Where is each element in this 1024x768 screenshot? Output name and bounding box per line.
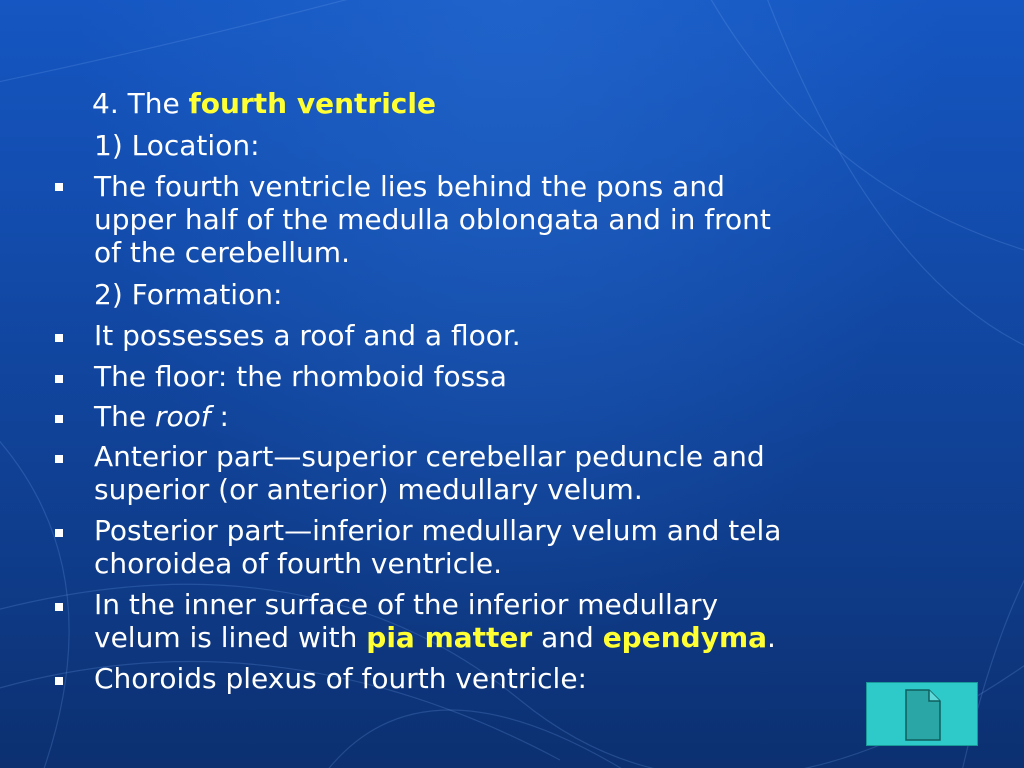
heading-prefix: 4. The — [92, 87, 189, 120]
bullet-marker — [55, 529, 63, 537]
pia-matter-highlight: pia matter — [366, 621, 533, 654]
inner-surface-line-1: In the inner surface of the inferior medullary — [94, 588, 719, 621]
document-action-button[interactable] — [866, 682, 978, 746]
inner-prefix: velum is lined with — [94, 621, 367, 654]
bullet-marker — [55, 677, 63, 685]
bullet-marker — [55, 415, 63, 423]
bullet-marker — [55, 375, 63, 383]
location-line-2: upper half of the medulla oblongata and in front — [94, 203, 771, 236]
bullet-marker — [55, 455, 63, 463]
anterior-line-1: Anterior part—superior cerebellar peduncle and — [94, 440, 765, 473]
subheading-location: 1) Location: — [94, 129, 260, 162]
bullet-choroids: Choroids plexus of fourth ventricle: — [94, 662, 587, 695]
slide-heading — [92, 87, 436, 120]
bullet-marker — [55, 183, 63, 191]
inner-end: . — [767, 621, 776, 654]
location-line-3: of the cerebellum. — [94, 236, 350, 269]
subheading-formation: 2) Formation: — [94, 278, 283, 311]
document-icon — [905, 689, 941, 741]
bullet-floor: The floor: the rhomboid fossa — [94, 360, 507, 393]
posterior-line-2: choroidea of fourth ventricle. — [94, 547, 503, 580]
inner-and: and — [532, 621, 603, 654]
bullet-roof — [94, 400, 229, 433]
anterior-line-2: superior (or anterior) medullary velum. — [94, 473, 643, 506]
bullet-roof-floor: It possesses a roof and a floor. — [94, 319, 521, 352]
location-line-1: The fourth ventricle lies behind the pons and — [94, 170, 725, 203]
ependyma-highlight: ependyma — [602, 621, 768, 654]
heading-highlight: fourth ventricle — [188, 87, 436, 120]
inner-surface-line-2 — [94, 621, 776, 654]
bullet-marker — [55, 603, 63, 611]
roof-prefix: The — [94, 400, 155, 433]
bullet-marker — [55, 334, 63, 342]
posterior-line-1: Posterior part—inferior medullary velum and tela — [94, 514, 782, 547]
roof-italic: roof — [154, 400, 211, 433]
roof-suffix: : — [210, 400, 229, 433]
